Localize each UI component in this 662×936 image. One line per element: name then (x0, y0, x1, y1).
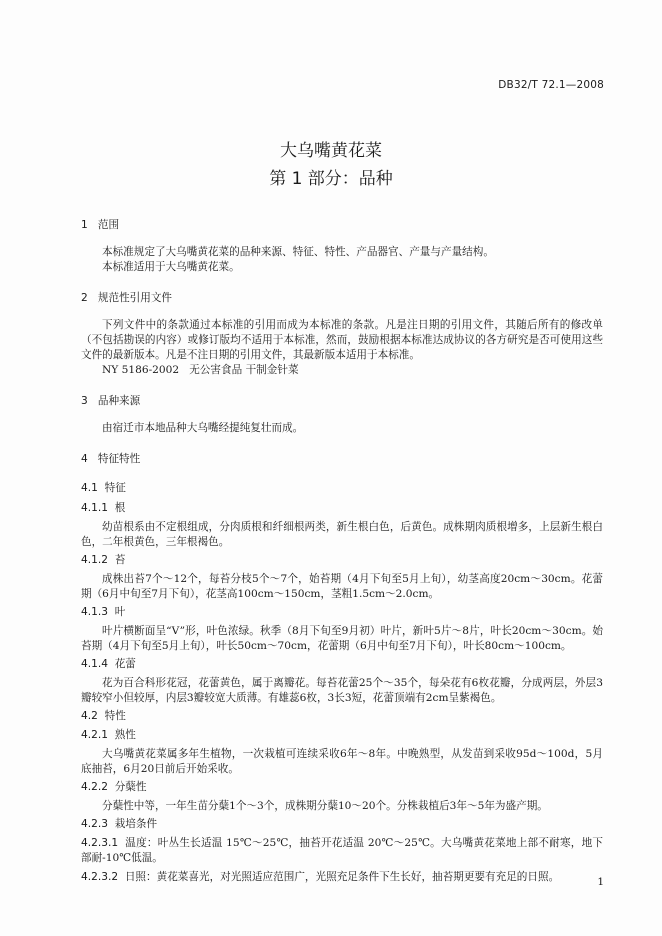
subsection-title: 特性 (104, 710, 126, 722)
section-heading-4 (81, 452, 603, 467)
clause-title: 花蕾 (114, 658, 136, 670)
section-title: 品种来源 (97, 395, 141, 407)
paragraph: 幼苗根系由不定根组成，分肉质根和纤细根两类，新生根白色，后黄色。成株期肉质根增多，上层新生根白色，二年根黄色，三年根褐色。 (81, 521, 603, 548)
paragraph: 本标准规定了大乌嘴黄花菜的品种来源、特征、特性、产品器官、产量与产量结构。 (102, 246, 494, 258)
clause-text: 日照：黄花菜喜光，对光照适应范围广，光照充足条件下生长好，抽苔期更要有充足的日照。 (124, 871, 560, 883)
clause-number: 4.2.3.1 (81, 837, 119, 849)
section-heading-1 (81, 218, 603, 233)
subsection-number: 4.1 (81, 482, 98, 494)
clause-number: 4.1.1 (81, 502, 108, 514)
clause-title: 栽培条件 (114, 818, 158, 830)
subsection-heading-4-1 (81, 481, 603, 496)
clause-number: 4.2.3 (81, 818, 108, 830)
page-number: 1 (597, 876, 604, 888)
document-title: 大乌嘴黄花菜 (280, 141, 382, 161)
paragraph: 叶片横断面呈“V”形，叶色浓绿。秋季（8月下旬至9月初）叶片，新叶5片～8片，叶长20cm～30cm。始苔期（4月下旬至5月上旬），叶长50cm～70cm，花蕾期（6月中旬至7月下旬），叶长80cm～100cm。 (81, 625, 603, 652)
clause-heading-4-2-1 (81, 728, 603, 743)
clause-heading-4-1-3 (81, 605, 603, 620)
section-heading-3 (81, 394, 603, 409)
clause-title: 叶 (114, 606, 126, 618)
clause-heading-4-1-1 (81, 501, 603, 516)
clause-number: 4.1.2 (81, 554, 108, 566)
section-title: 特征特性 (97, 453, 141, 465)
clause-number: 4.1.4 (81, 658, 108, 670)
paragraph: 成株出苔7个～12个，每苔分枝5个～7个，始苔期（4月下旬至5月上旬），幼茎高度20cm～30cm。花蕾期（6月中旬至7月下旬），花茎高100cm～150cm，茎粗1.5cm～2.0cm。 (81, 573, 603, 600)
clause-text: 温度：叶丛生长适温 15℃～25℃，抽苔开花适温 20℃～25℃。大乌嘴黄花菜地上部不耐寒，地下部耐-10℃低温。 (81, 837, 603, 864)
clause-number: 4.1.3 (81, 606, 108, 618)
paragraph: 由宿迁市本地品种大乌嘴经提纯复壮而成。 (102, 422, 304, 434)
section-number: 2 (81, 292, 88, 304)
paragraph: 分蘖性中等，一年生苗分蘖1个～3个，成株期分蘖10～20个。分株栽植后3年～5年为盛产期。 (102, 800, 548, 812)
clause-heading-4-2-2 (81, 780, 603, 795)
document-body (81, 218, 603, 885)
clause-title: 分蘖性 (114, 781, 147, 793)
clause-4-2-3-2 (81, 870, 603, 885)
section-number: 1 (81, 219, 88, 231)
paragraph: 花为百合科形花冠，花蕾黄色，属于离瓣花。每苔花蕾25个～35个，每朵花有6枚花瓣，分成两层，外层3瓣较窄小但较厚，内层3瓣较宽大质薄。有雄蕊6枚，3长3短，花蕾顶端有2cm呈紫褐色。 (81, 677, 603, 704)
clause-heading-4-1-2 (81, 553, 603, 568)
section-number: 3 (81, 395, 88, 407)
paragraph: 大乌嘴黄花菜属多年生植物，一次栽植可连续采收6年～8年。中晚熟型，从发苗到采收95d～100d，5月底抽苔，6月20日前后开始采收。 (81, 748, 603, 775)
subsection-title: 特征 (104, 482, 126, 494)
subsection-heading-4-2 (81, 709, 603, 724)
section-heading-2 (81, 291, 603, 306)
clause-number: 4.2.2 (81, 781, 108, 793)
section-title: 规范性引用文件 (97, 292, 173, 304)
clause-number: 4.2.1 (81, 729, 108, 741)
clause-title: 根 (114, 502, 126, 514)
clause-number: 4.2.3.2 (81, 871, 119, 883)
document-subtitle: 第 1 部分：品种 (269, 169, 393, 189)
clause-heading-4-2-3 (81, 817, 603, 832)
section-number: 4 (81, 453, 88, 465)
subsection-number: 4.2 (81, 710, 98, 722)
clause-title: 苔 (114, 554, 126, 566)
clause-heading-4-1-4 (81, 657, 603, 672)
paragraph: 下列文件中的条款通过本标准的引用而成为本标准的条款。凡是注日期的引用文件，其随后所有的修改单（不包括勘误的内容）或修订版均不适用于本标准，然而，鼓励根据本标准达成协议的各方研究是否可使用这些文件的最新版本。凡是不注日期的引用文件，其最新版本适用于本标准。 (81, 319, 603, 361)
clause-4-2-3-1 (81, 836, 603, 866)
section-title: 范围 (97, 219, 120, 231)
clause-title: 熟性 (114, 729, 136, 741)
normative-reference: NY 5186-2002 无公害食品 干制金针菜 (102, 364, 299, 376)
paragraph: 本标准适用于大乌嘴黄花菜。 (102, 261, 240, 273)
standard-code: DB32/T 72.1—2008 (498, 79, 604, 91)
